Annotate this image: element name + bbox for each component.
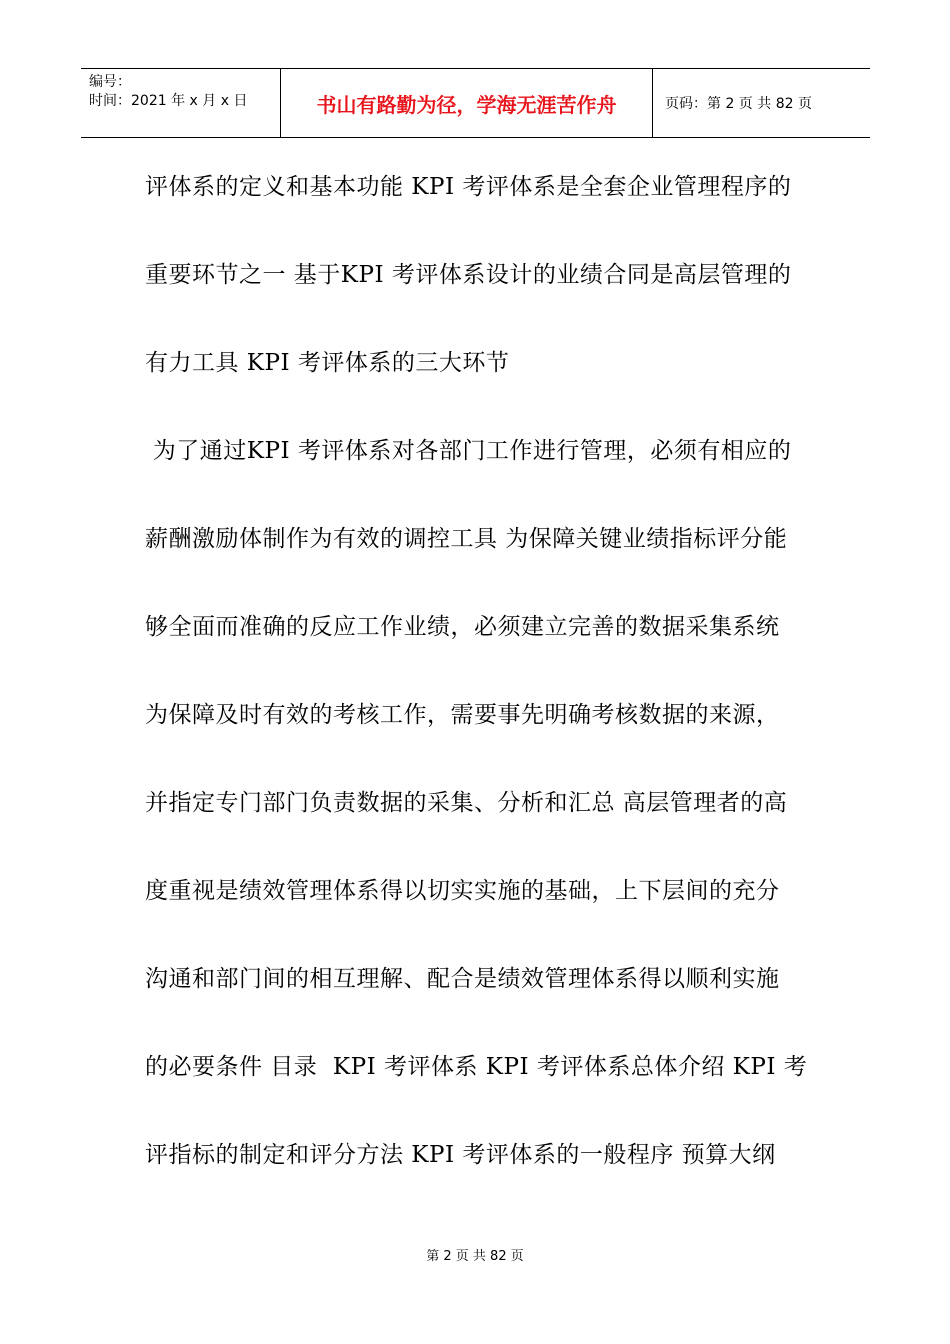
page-footer: 第 2 页 共 82 页	[426, 1249, 524, 1264]
body-line: 评体系的定义和基本功能 KPI 考评体系是全套企业管理程序的	[145, 174, 792, 200]
body-line: 有力工具 KPI 考评体系的三大环节	[145, 350, 510, 376]
body-line: 度重视是绩效管理体系得以切实实施的基础，上下层间的充分	[145, 878, 780, 904]
body-line: 沟通和部门间的相互理解、配合是绩效管理体系得以顺利实施	[145, 966, 780, 992]
header-page-info: 页码：第 2 页 共 82 页	[665, 96, 812, 112]
body-line: 并指定专门部门负责数据的采集、分析和汇总 高层管理者的高	[145, 790, 788, 816]
body-line: 够全面而准确的反应工作业绩，必须建立完善的数据采集系统	[145, 614, 780, 640]
document-body	[145, 160, 810, 1216]
body-line: 重要环节之一 基于KPI 考评体系设计的业绩合同是高层管理的	[145, 262, 792, 288]
header-motto: 书山有路勤为径，学海无涯苦作舟	[281, 69, 653, 137]
body-line: 为保障及时有效的考核工作，需要事先明确考核数据的来源，	[145, 702, 780, 728]
document-header	[81, 68, 870, 138]
header-meta-cell	[81, 69, 281, 137]
header-number-label: 编号：	[89, 74, 131, 90]
body-line: 的必要条件 目录 KPI 考评体系 KPI 考评体系总体介绍 KPI 考	[145, 1054, 808, 1080]
header-time-label: 时间：2021 年 x 月 x 日	[89, 93, 248, 109]
body-line: 为了通过KPI 考评体系对各部门工作进行管理，必须有相应的	[145, 438, 792, 464]
body-line: 评指标的制定和评分方法 KPI 考评体系的一般程序 预算大纲	[145, 1142, 776, 1168]
body-line: 薪酬激励体制作为有效的调控工具 为保障关键业绩指标评分能	[145, 526, 788, 552]
